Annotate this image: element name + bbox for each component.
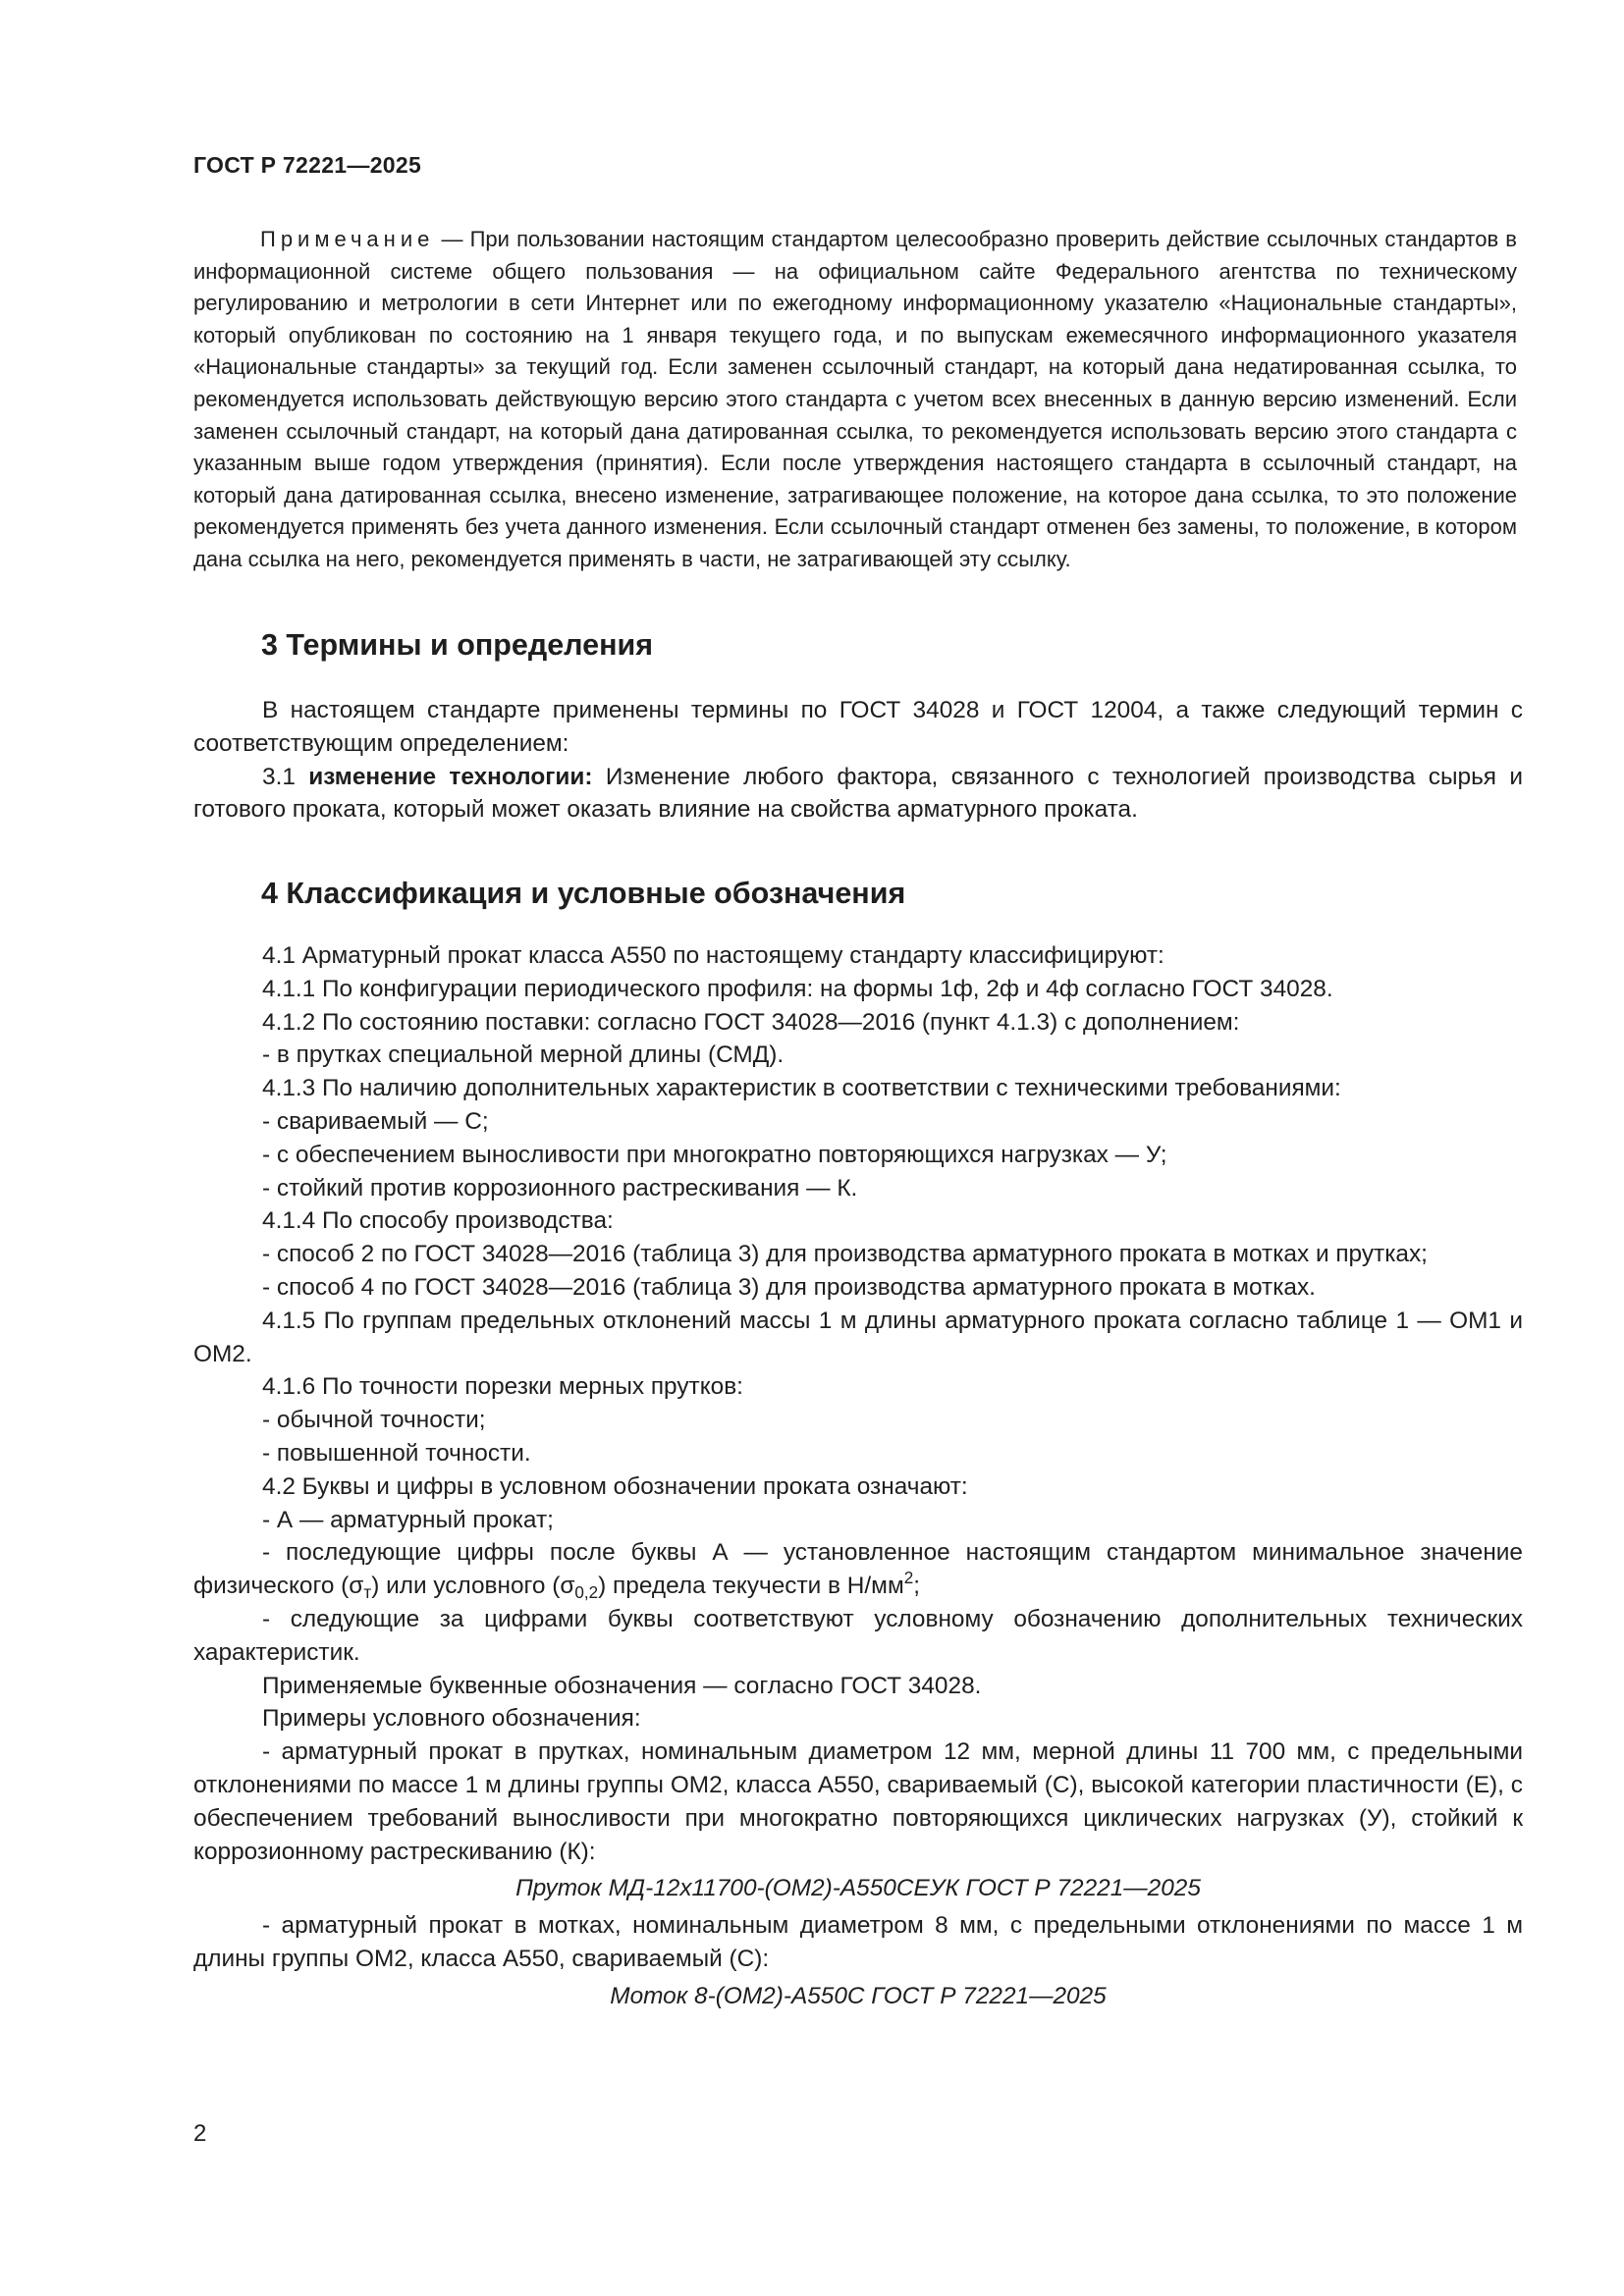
section-3-intro: В настоящем стандарте применены термины по ГОСТ 34028 и ГОСТ 12004, а также следующий термин с соответствующим определением: bbox=[193, 697, 1523, 757]
clause-4-2: 4.2 Буквы и цифры в условном обозначении проката означают: bbox=[262, 1472, 968, 1500]
term-definition: Изменение любого фактора, связанного с технологией производства сырья и готового проката, который может оказать влияние на свойства арматурного проката. bbox=[193, 763, 1524, 824]
list-item: - с обеспечением выносливости при многократно повторяющихся нагрузках — У; bbox=[262, 1141, 1167, 1168]
list-item: - стойкий против коррозионного растрескивания — К. bbox=[262, 1174, 858, 1201]
clause-4-1-3: 4.1.3 По наличию дополнительных характеристик в соответствии с техническими требованиями: bbox=[262, 1075, 1341, 1102]
yield-text-3: ) предела текучести в Н/мм bbox=[598, 1573, 904, 1600]
sigma-t-subscript: т bbox=[363, 1583, 372, 1603]
note-label: Примечание bbox=[260, 227, 435, 251]
note-text: — При пользовании настоящим стандартом целесообразно проверить действие ссылочных стандартов в информационной системе общего пользования — на официальном сайте Федерального агентства по техническому регулированию и метрологии в сети Интернет или по ежегодному информационному указателю «Национальные стандарты», который опубликован по состоянию на 1 января текущего года, и по выпускам ежемесячного информационного указателя «Национальные стандарты» за текущий год. Если заменен ссылочный стандарт, на который дана недатированная ссылка, то рекомендуется использовать действующую версию этого стандарта с учетом всех внесенных в данную версию изменений. Если заменен ссылочный стандарт, на который дана датированная ссылка, то рекомендуется использовать версию этого стандарта с указанным выше годом утверждения (принятия). Если после утверждения настоящего стандарта в ссылочный стандарт, на который дана датированная ссылка, внесено изменение, затрагивающее положение, на которое дана ссылка, то это положение рекомендуется применять без учета данного изменения. Если ссылочный стандарт отменен без замены, то положение, в котором дана ссылка на него, рекомендуется применять в части, не затрагивающей эту ссылку. bbox=[193, 227, 1517, 571]
list-item: - свариваемый — С; bbox=[262, 1107, 489, 1135]
example-1-designation: Пруток МД-12х11700-(ОМ2)-А550СЕУК ГОСТ Р 72221—2025 bbox=[515, 1875, 1201, 1902]
example-1-description: - арматурный прокат в прутках, номинальным диаметром 12 мм, мерной длины 11 700 мм, с предельными отклонениями по массе 1 м длины группы ОМ2, класса А550, свариваемый (С), высокой категории пластичности (Е), с обеспечением требований выносливости при многократно повторяющихся циклических нагрузках (У), стойкий к коррозионному растрескиванию (К): bbox=[193, 1738, 1523, 1865]
document-code-header: ГОСТ Р 72221—2025 bbox=[193, 152, 422, 178]
example-2-description: - арматурный прокат в мотках, номинальным диаметром 8 мм, с предельными отклонениями по массе 1 м длины группы ОМ2, класса А550, свариваемый (С): bbox=[193, 1912, 1523, 1972]
clause-4-1-1: 4.1.1 По конфигурации периодического профиля: на формы 1ф, 2ф и 4ф согласно ГОСТ 34028. bbox=[262, 975, 1333, 1002]
list-item: - способ 2 по ГОСТ 34028—2016 (таблица 3) для производства арматурного проката в мотках и прутках; bbox=[262, 1241, 1428, 1268]
note-block bbox=[193, 224, 1517, 576]
list-item: - способ 4 по ГОСТ 34028—2016 (таблица 3) для производства арматурного проката в мотках. bbox=[262, 1273, 1316, 1301]
yield-strength-item bbox=[193, 1536, 1523, 1603]
list-item: - А — арматурный прокат; bbox=[262, 1506, 554, 1533]
clause-4-1-2: 4.1.2 По состоянию поставки: согласно ГОСТ 34028—2016 (пункт 4.1.3) с дополнением: bbox=[262, 1008, 1240, 1036]
clause-4-1-5: 4.1.5 По группам предельных отклонений массы 1 м длины арматурного проката согласно таблице 1 — ОМ1 и ОМ2. bbox=[193, 1307, 1523, 1367]
note-paragraph bbox=[193, 224, 1517, 576]
term-number: 3.1 bbox=[262, 763, 309, 790]
term-name: изменение технологии: bbox=[308, 763, 593, 790]
yield-text-1: - последующие цифры после буквы А — установленное настоящим стандартом минимальное значение физического (σ bbox=[193, 1539, 1523, 1600]
list-item: - следующие за цифрами буквы соответствуют условному обозначению дополнительных технических характеристик. bbox=[193, 1605, 1523, 1666]
yield-text-4: ; bbox=[913, 1573, 921, 1600]
letter-designations-line: Применяемые буквенные обозначения — согласно ГОСТ 34028. bbox=[262, 1672, 982, 1699]
list-item: - обычной точности; bbox=[262, 1407, 486, 1434]
example-2-designation: Моток 8-(ОМ2)-А550С ГОСТ Р 72221—2025 bbox=[610, 1982, 1107, 2009]
yield-text-2: ) или условного (σ bbox=[371, 1573, 575, 1600]
list-item: - повышенной точности. bbox=[262, 1439, 531, 1467]
examples-heading: Примеры условного обозначения: bbox=[262, 1705, 641, 1733]
section-4-body bbox=[193, 939, 1523, 2013]
section-4-title: 4 Классификация и условные обозначения bbox=[261, 877, 906, 910]
clause-4-1: 4.1 Арматурный прокат класса А550 по настоящему стандарту классифицируют: bbox=[262, 942, 1164, 969]
page-number: 2 bbox=[193, 2120, 207, 2147]
sigma-02-subscript: 0,2 bbox=[574, 1583, 599, 1603]
term-3-1 bbox=[193, 761, 1523, 828]
unit-superscript: 2 bbox=[903, 1569, 914, 1588]
list-item: - в прутках специальной мерной длины (СМД). bbox=[262, 1041, 785, 1069]
section-3-title: 3 Термины и определения bbox=[261, 628, 654, 662]
clause-4-1-4: 4.1.4 По способу производства: bbox=[262, 1207, 614, 1235]
clause-4-1-6: 4.1.6 По точности порезки мерных прутков: bbox=[262, 1373, 743, 1401]
section-3-body bbox=[193, 694, 1523, 827]
